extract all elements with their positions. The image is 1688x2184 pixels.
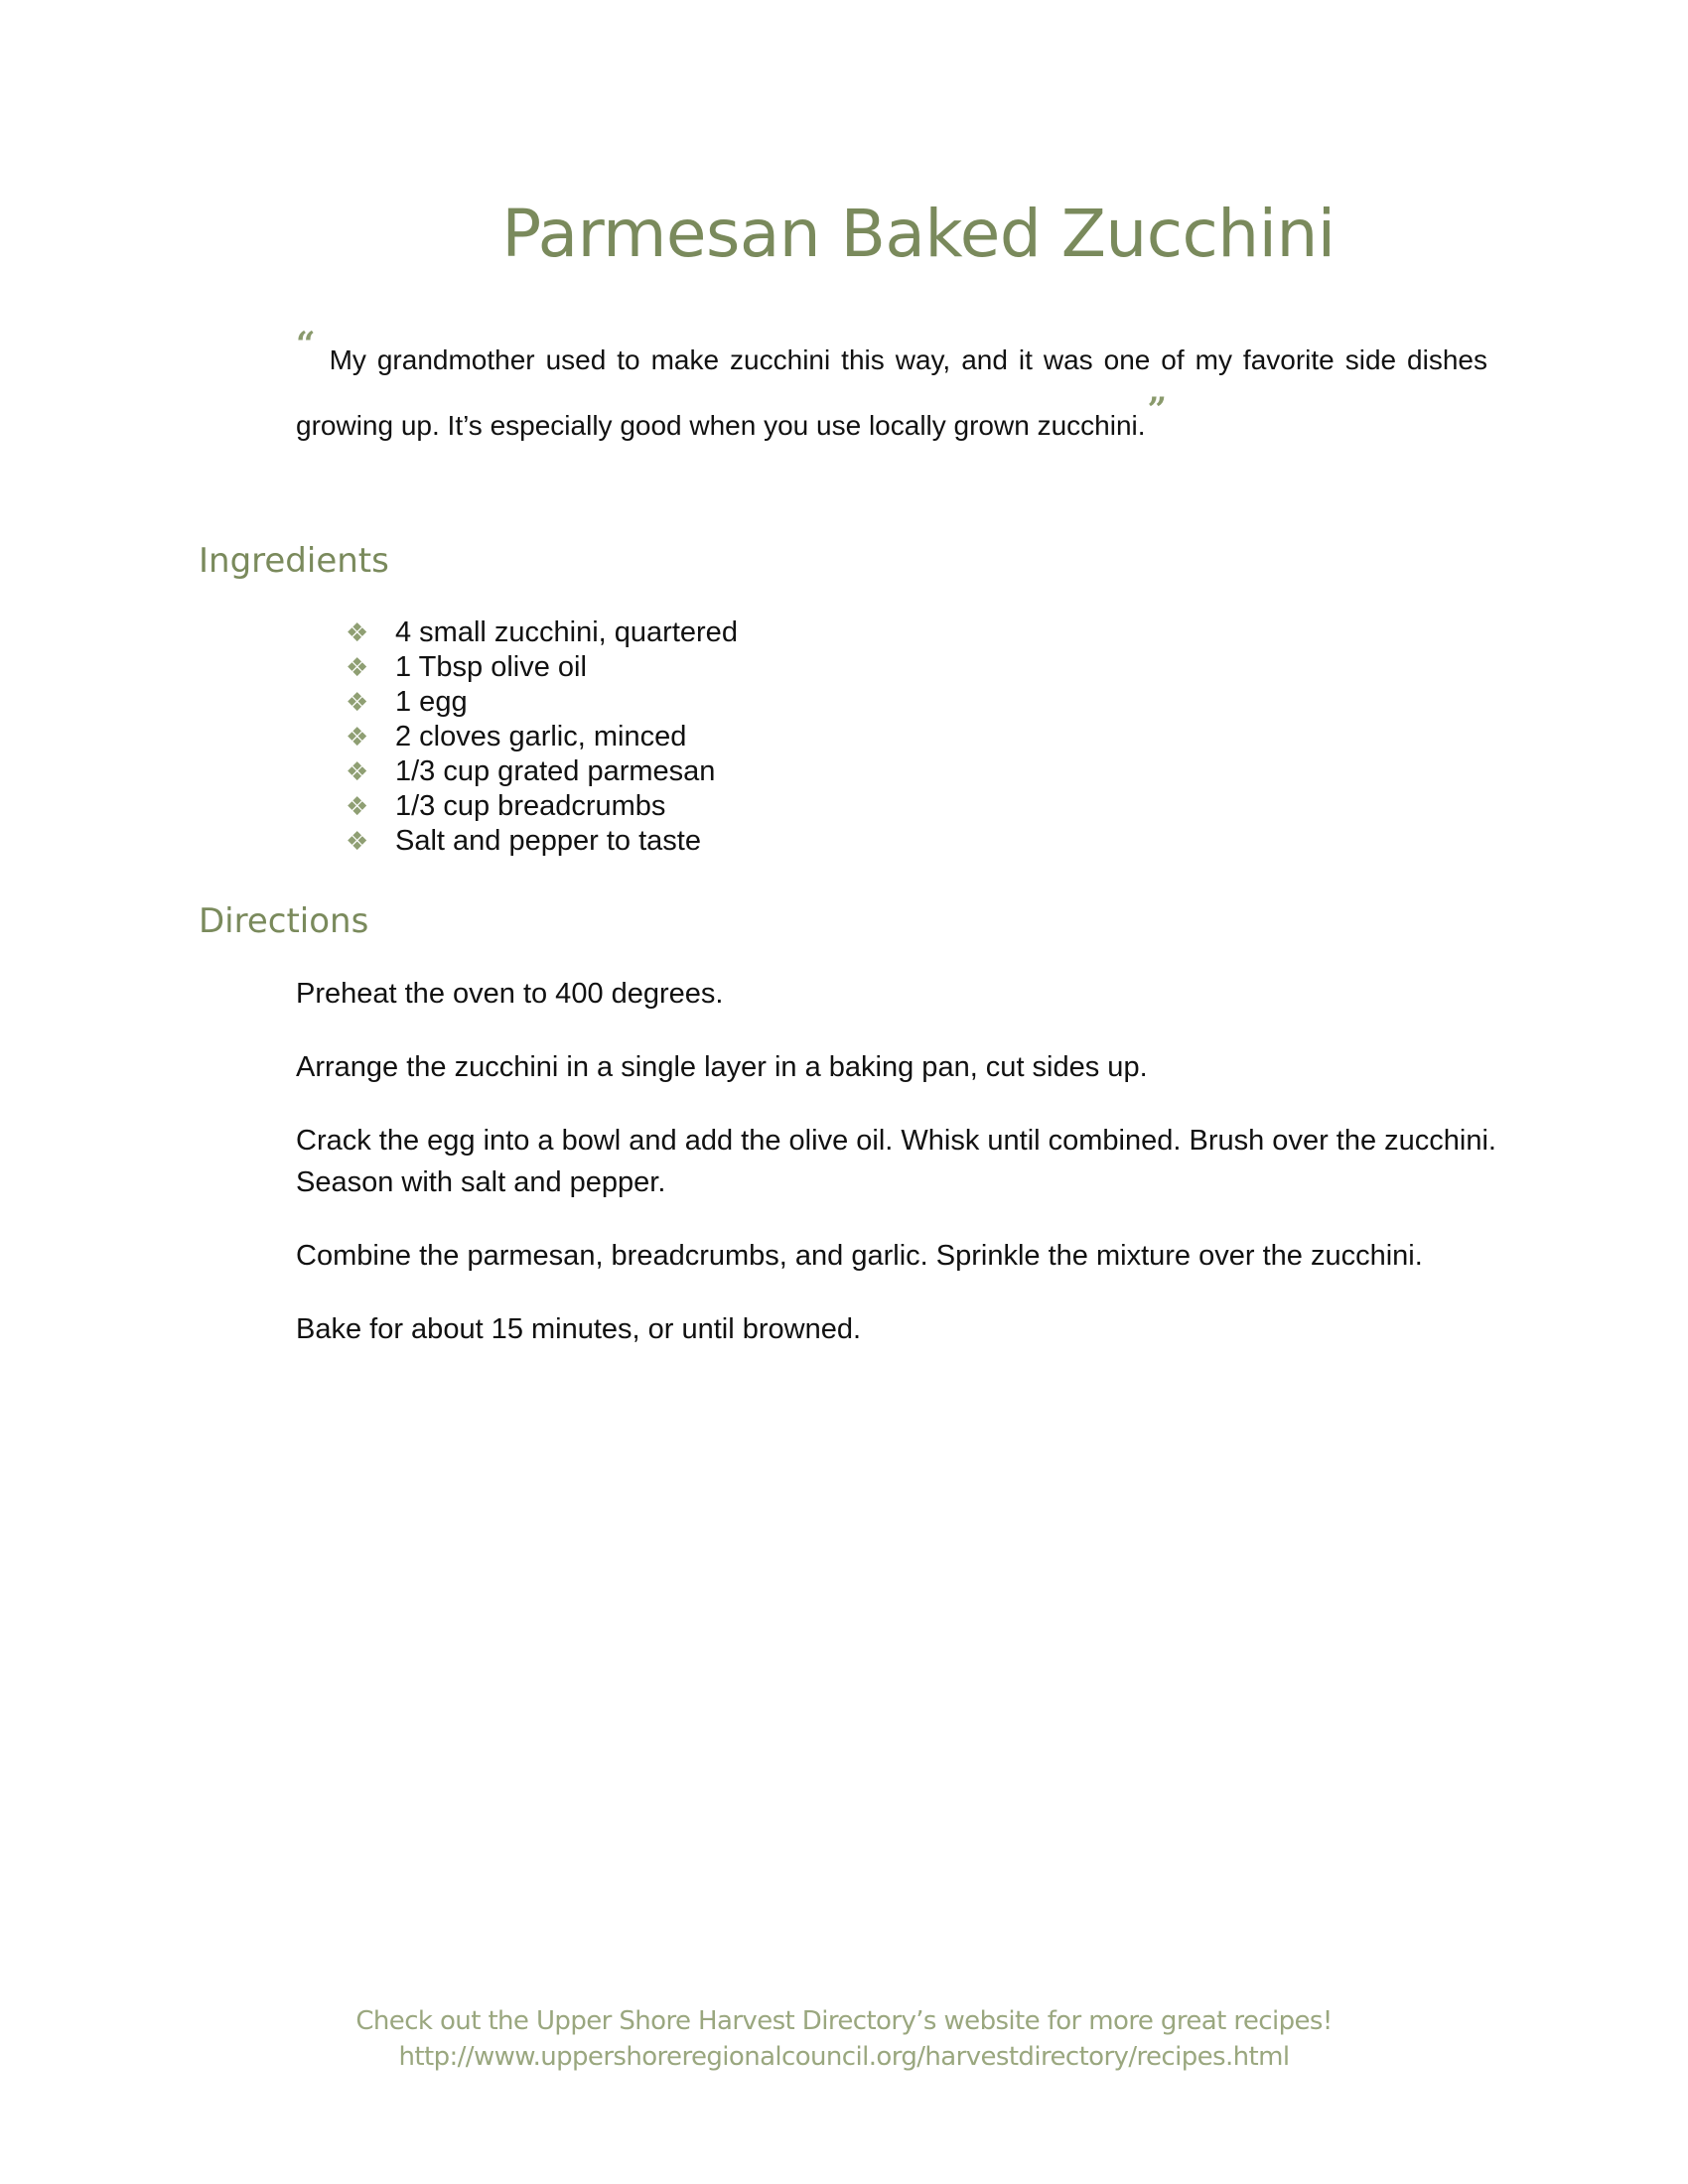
directions-heading: Directions [199, 901, 369, 941]
ingredients-heading: Ingredients [199, 541, 389, 581]
ingredient-text: 1 egg [395, 686, 468, 718]
diamond-bullet-icon: ❖ [346, 826, 369, 856]
list-item [346, 650, 738, 685]
ingredient-text: 1/3 cup breadcrumbs [395, 790, 666, 822]
quote-text: My grandmother used to make zucchini this way, and it was one of my favorite side dishes growing up. It’s especially good when you use locally grown zucchini. [296, 344, 1487, 441]
ingredients-list [346, 615, 738, 859]
diamond-bullet-icon: ❖ [346, 756, 369, 786]
footer-promo-text: Check out the Upper Shore Harvest Directory’s website for more great recipes! [355, 2006, 1333, 2036]
directions-steps [296, 973, 1507, 1382]
list-item [346, 720, 738, 754]
diamond-bullet-icon: ❖ [346, 687, 369, 717]
list-item [346, 685, 738, 720]
list-item [346, 754, 738, 789]
direction-step: Arrange the zucchini in a single layer in a baking pan, cut sides up. [296, 1051, 1148, 1083]
diamond-bullet-icon: ❖ [346, 791, 369, 821]
list-item [346, 789, 738, 824]
list-item [346, 824, 738, 859]
open-quote-icon: “ [296, 325, 316, 364]
ingredient-text: 4 small zucchini, quartered [395, 616, 738, 648]
close-quote-icon: ” [1147, 390, 1168, 430]
direction-step: Combine the parmesan, breadcrumbs, and garlic. Sprinkle the mixture over the zucchini. [296, 1240, 1423, 1272]
ingredient-text: 1/3 cup grated parmesan [395, 755, 716, 787]
ingredient-text: 2 cloves garlic, minced [395, 721, 687, 752]
diamond-bullet-icon: ❖ [346, 652, 369, 682]
direction-step: Bake for about 15 minutes, or until browned. [296, 1313, 862, 1345]
direction-step: Crack the egg into a bowl and add the olive oil. Whisk until combined. Brush over the zucchini. Season with salt and pepper. [296, 1125, 1496, 1198]
footer [0, 2003, 1688, 2075]
quote-block [296, 325, 1487, 459]
list-item [346, 615, 738, 650]
diamond-bullet-icon: ❖ [346, 617, 369, 647]
ingredient-text: 1 Tbsp olive oil [395, 651, 587, 683]
page-title: Parmesan Baked Zucchini [501, 196, 1336, 272]
ingredient-text: Salt and pepper to taste [395, 825, 701, 857]
footer-url-link[interactable]: http://www.uppershoreregionalcouncil.org/harvestdirectory/recipes.html [398, 2042, 1290, 2072]
diamond-bullet-icon: ❖ [346, 722, 369, 751]
direction-step: Preheat the oven to 400 degrees. [296, 978, 724, 1010]
